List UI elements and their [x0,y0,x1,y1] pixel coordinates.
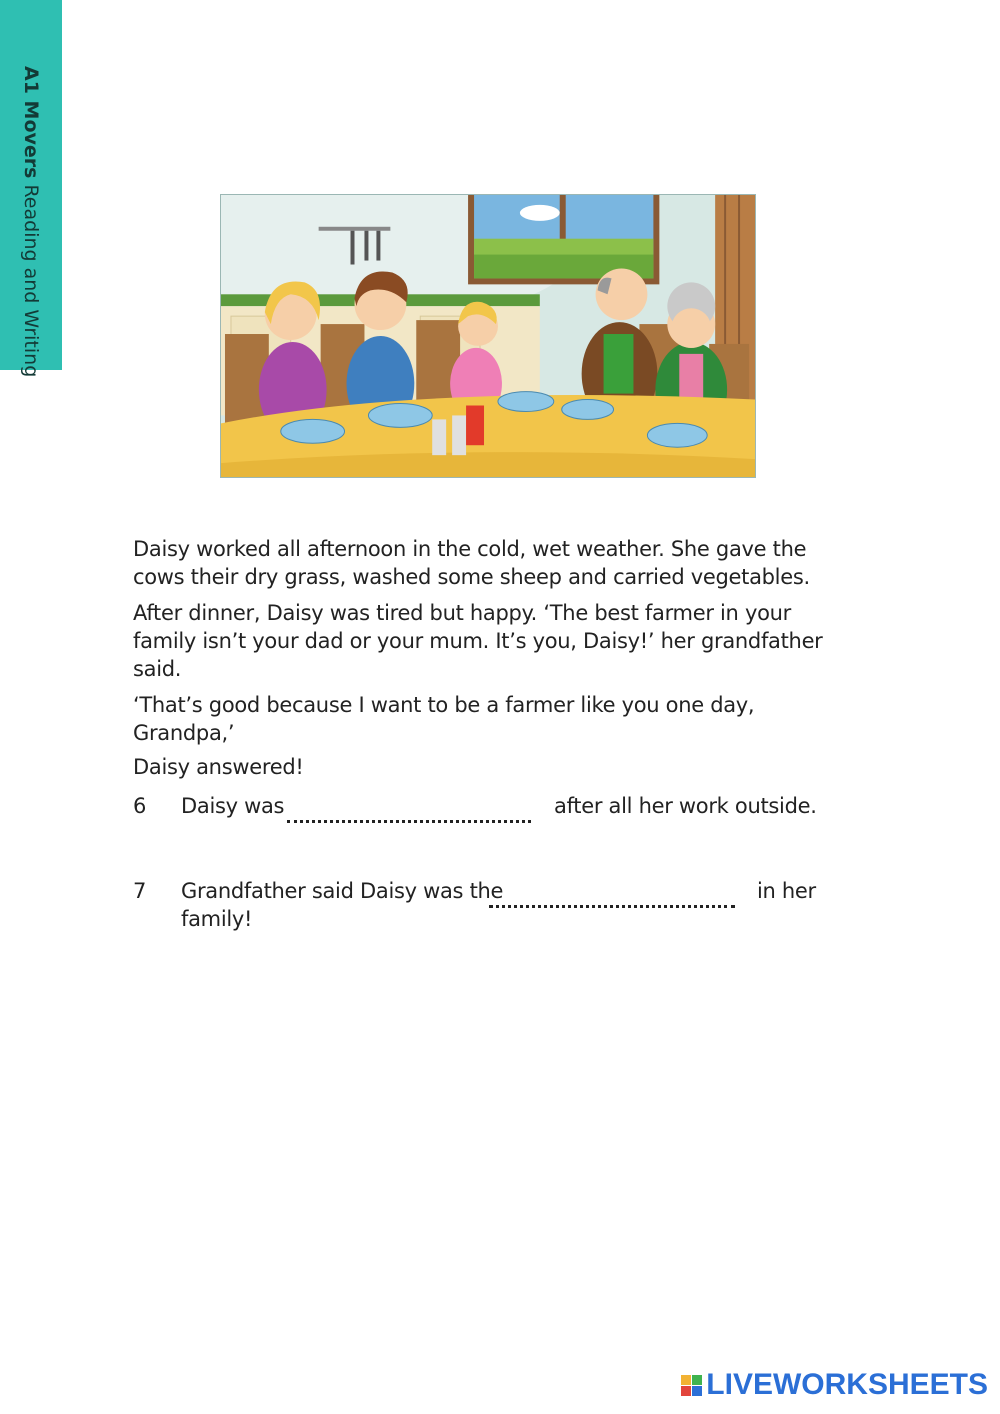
question-prompt: Daisy was [181,794,285,818]
question-number: 7 [133,879,147,903]
brand-wordmark: LIVEWORKSHEETS [706,1368,988,1401]
story-paragraph: Daisy answered! [133,755,304,779]
story-paragraph: ‘That’s good because I want to be a farmer like you one day, Grandpa,’ [133,693,755,745]
question-continuation: family! [181,907,253,931]
answer-input-7[interactable] [489,877,735,908]
question-7 [133,877,853,937]
liveworksheets-logo [681,1368,988,1402]
side-tab [0,0,62,378]
side-tab-label [20,66,42,377]
family-dinner-illustration [220,194,756,478]
level-label: A1 Movers [20,66,42,179]
answer-input-6[interactable] [287,792,531,823]
question-prompt: Grandfather said Daisy was the [181,879,504,903]
story-text [133,535,853,789]
question-suffix: in her [757,879,816,903]
story-paragraph: Daisy worked all afternoon in the cold, wet weather. She gave the cows their dry grass, washed some sheep and carried vegetables. [133,537,810,589]
question-number: 6 [133,794,147,818]
story-paragraph: After dinner, Daisy was tired but happy. ‘The best farmer in your family isn’t your dad or your mum. It’s you, Daisy!’ her grandfather said. [133,601,823,681]
question-suffix: after all her work outside. [554,794,817,818]
liveworksheets-logo-icon [681,1375,702,1396]
illustration-drawing [221,195,755,477]
section-label: Reading and Writing [20,184,42,378]
question-6 [133,792,853,822]
